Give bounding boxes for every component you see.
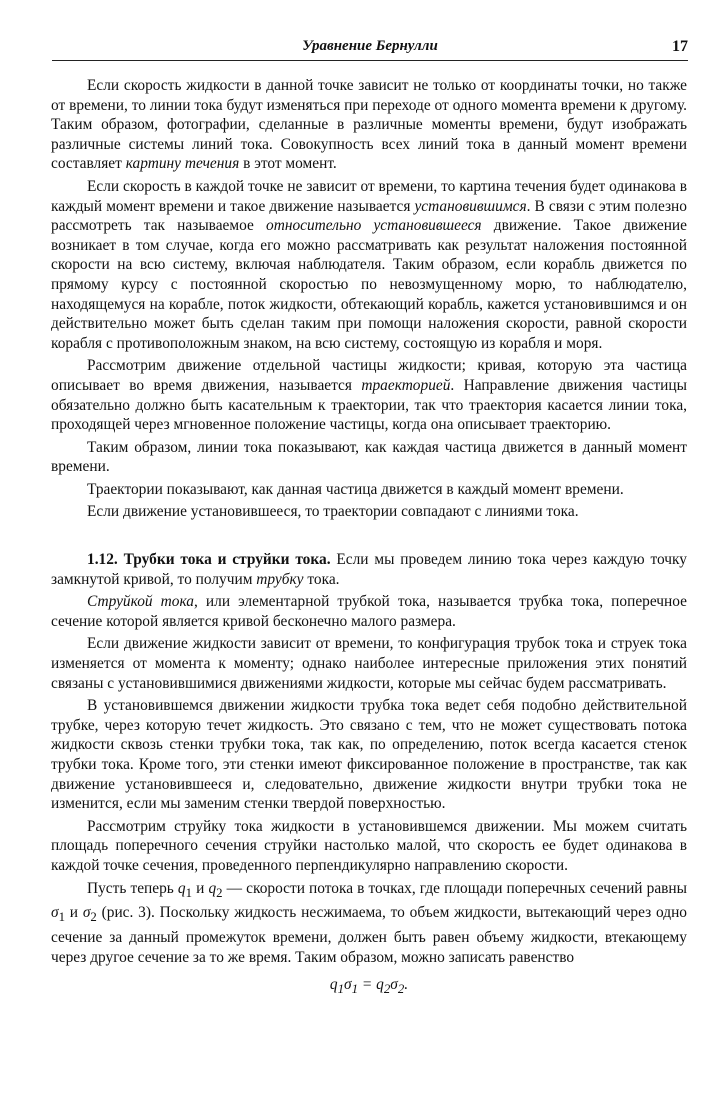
paragraph-2-text-b: . В связи с этим полезно рассмотреть так называемое (51, 197, 687, 235)
term-tube: трубку (256, 570, 304, 588)
formula-rhs-sigma: σ (390, 976, 398, 994)
running-header (52, 38, 688, 61)
page-body (51, 76, 687, 1000)
formula-lhs-sigma: σ (344, 976, 352, 994)
s6-text-a: Пусть теперь (87, 879, 178, 897)
formula-lhs-sigma-sub: 1 (351, 982, 359, 997)
running-title: Уравнение Бернулли (302, 38, 438, 54)
section-paragraph-4: В установившемся движении жидкости трубка тока ведет себя подобно действительной трубке, через которую течет жидкость. Это связано с тем, что не может существовать потока жидкости сквозь стенки трубки тока, так как, по определению, поток всегда касается стенок трубки тока. Кроме того, эти стенки имеют фиксированное положение в пространстве, так как движение установившееся и, следовательно, движение жидкости внутри трубки тока не изменится, если мы заменим стенки твердой поверхностью. (51, 697, 687, 813)
symbol-sigma1-subscript: 1 (58, 910, 66, 925)
paragraph-4: Таким образом, линии тока показывают, как каждая частица движется в данный момент времени. (51, 438, 687, 476)
term-steady: установившимся (414, 197, 527, 215)
continuity-formula (51, 975, 687, 1000)
formula-rhs-q-sub: 2 (383, 982, 391, 997)
paragraph-5: Траектории показывают, как данная частица движется в каждый момент времени. (87, 480, 624, 498)
term-relatively-steady: относительно установившееся (266, 217, 482, 235)
formula-lhs-q-sub: 1 (337, 982, 344, 997)
s6-text-c: — скорости потока в точках, где площади поперечных сечений равны (222, 879, 688, 897)
paragraph-3-text-b: . Направление движения частицы обязательно должно быть касательным к траектории, так что траектория касается линии тока, проходящей через мгновенное положение частицы, когда она описывает траекторию. (51, 376, 687, 434)
formula-rhs-q: q (376, 976, 384, 994)
s6-text-d: и (65, 904, 83, 922)
paragraph-6: Если движение установившееся, то траектории совпадают с линиями тока. (87, 503, 579, 521)
paragraph-3-text-a: Рассмотрим движение отдельной частицы жидкости; кривая, которую эта частица описывает во время движения, называется (51, 357, 687, 394)
formula-lhs-q: q (329, 976, 338, 994)
section-paragraph-2 (51, 592, 687, 631)
section-paragraph-1 (51, 550, 687, 589)
paragraph-1-text-a: Если скорость жидкости в данной точке зависит не только от координаты точки, но также от времени, то линии тока будут изменяться при переходе от одного момента времени к другому. Таким образом, фотографии, сделанные в различные моменты времени, будут изображать различные системы линий тока. Совокупность всех линий тока в данный момент времени составляет (51, 77, 687, 173)
section-1-12 (51, 550, 687, 1000)
symbol-sigma2-subscript: 2 (90, 910, 97, 925)
section-paragraph-2-text: , или элементарной трубкой тока, называется трубка тока, поперечное сечение которой является кривой бесконечно малого размера. (51, 593, 687, 630)
section-paragraph-5: Рассмотрим струйку тока жидкости в установившемся движении. Мы можем считать площадь поперечного сечения струйки настолько малой, что скорость ее будет одинакова в каждой точке сечения, проведенного перпендикулярно направлению скорости. (51, 817, 687, 874)
paragraph-2 (51, 177, 687, 353)
section-paragraph-3: Если движение жидкости зависит от времени, то конфигурация трубок тока и струек тока изменяется от момента к моменту; однако наиболее интересные приложения этих понятий связаны с установившимися движениями жидкости, которые мы сейчас будем рассматривать. (51, 635, 687, 692)
formula-period: . (404, 976, 409, 994)
term-streamlet: Струйкой тока (87, 593, 194, 611)
symbol-q2: q (208, 879, 217, 897)
formula-rhs-sigma-sub: 2 (397, 982, 405, 997)
formula-equals: = (358, 976, 377, 994)
s6-text-b: и (192, 879, 209, 897)
paragraph-1-text-b: в этот момент. (239, 155, 337, 173)
page-number: 17 (672, 38, 688, 55)
section-paragraph-1-text-b: тока. (303, 570, 340, 588)
symbol-q2-subscript: 2 (216, 885, 223, 900)
paragraph-1 (51, 76, 687, 174)
term-flow-picture: картину течения (125, 155, 240, 173)
symbol-sigma2: σ (82, 904, 91, 922)
term-trajectory: траекторией (361, 376, 451, 394)
section-paragraph-6 (51, 879, 687, 968)
paragraph-2-text-a: Если скорость в каждой точке не зависит от времени, то картина течения будет одинакова в каждый момент времени и такое движение называется (51, 177, 687, 215)
paragraph-2-text-c: движение. Такое движение возникает в том случае, когда его можно рассматривать как результат наложения постоянной скорости на всю систему, включая наблюдателя. Таким образом, если корабль движется по прямому курсу с постоянной скоростью по невозмущенному морю, то наблюдателю, находящемуся на корабле, поток жидкости, обтекающий корабль, кажется установившимся и он действительно может быть сделан таким при помощи наложения скорости, равной скорости корабля с противоположным знаком, на всю систему, состоящую из корабля и моря. (51, 217, 687, 352)
section-heading: 1.12. Трубки тока и струйки тока. (87, 551, 331, 569)
s6-text-e: (рис. 3). Поскольку жидкость несжимаема, то объем жидкости, вытекающий через одно сечение за данный промежуток времени, должен быть равен объему жидкости, втекающему через другое сечение за то же время. Таким образом, можно записать равенство (51, 904, 687, 966)
symbol-q1: q (177, 879, 186, 897)
section-paragraph-1-text-a: Если мы проведем линию тока через каждую точку замкнутой кривой, то получим (51, 551, 687, 588)
symbol-q1-subscript: 1 (185, 885, 193, 900)
symbol-sigma1: σ (51, 904, 59, 922)
paragraph-3 (51, 356, 687, 434)
